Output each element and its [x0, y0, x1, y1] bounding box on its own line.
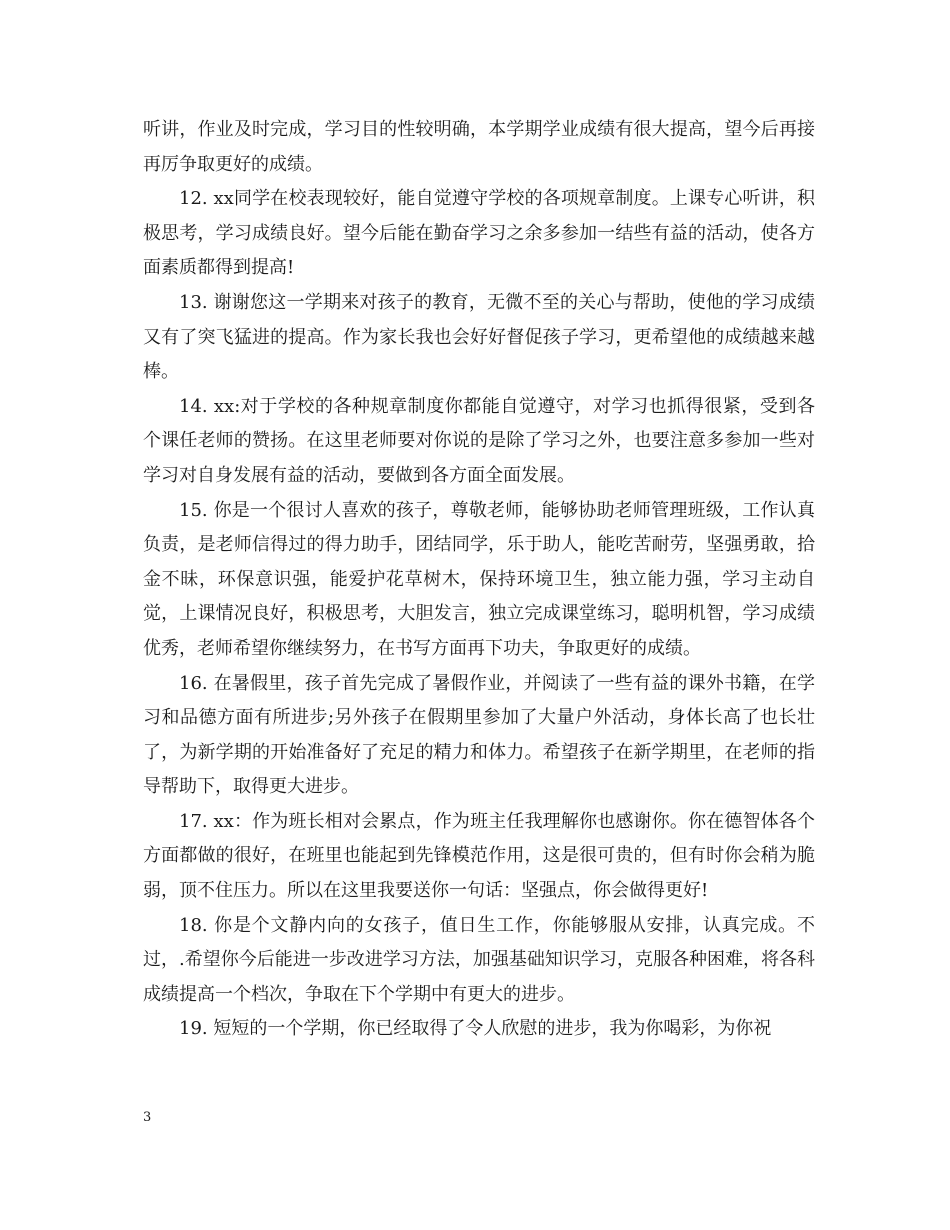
paragraph-19: 19. 短短的一个学期，你已经取得了令人欣慰的进步，我为你喝彩，为你祝	[179, 1018, 772, 1040]
page-number: 3	[143, 1110, 152, 1125]
paragraph-18: 18. 你是个文静内向的女孩子，值日生工作，你能够服从安排，认真完成。不过，.希望你今后能进一步改进学习方法，加强基础知识学习，克服各种困难，将各科成绩提高一个档次，争取在下个学期中有更大的进步。	[143, 914, 815, 1005]
paragraph-15: 15. 你是一个很讨人喜欢的孩子，尊敬老师，能够协助老师管理班级，工作认真负责，是老师信得过的得力助手，团结同学，乐于助人，能吃苦耐劳，坚强勇敢，拾金不昧，环保意识强，能爱护花草树木，保持环境卫生，独立能力强，学习主动自觉，上课情况良好，积极思考，大胆发言，独立完成课堂练习，聪明机智，学习成绩优秀，老师希望你继续努力，在书写方面再下功夫，争取更好的成绩。	[143, 499, 815, 659]
paragraph-continuation: 听讲，作业及时完成，学习目的性较明确，本学期学业成绩有很大提高，望今后再接再厉争取更好的成绩。	[143, 119, 815, 175]
document-body	[143, 113, 815, 1047]
paragraph-12: 12. xx同学在校表现较好，能自觉遵守学校的各项规章制度。上课专心听讲，积极思考，学习成绩良好。望今后能在勤奋学习之余多参加一结些有益的活动，使各方面素质都得到提高!	[143, 188, 815, 279]
paragraph-13: 13. 谢谢您这一学期来对孩子的教育，无微不至的关心与帮助，使他的学习成绩又有了突飞猛进的提高。作为家长我也会好好督促孩子学习，更希望他的成绩越来越棒。	[143, 291, 815, 383]
paragraph-16: 16. 在暑假里，孩子首先完成了暑假作业，并阅读了一些有益的课外书籍，在学习和品德方面有所进步;另外孩子在假期里参加了大量户外活动，身体长高了也长壮了，为新学期的开始准备好了充足的精力和体力。希望孩子在新学期里，在老师的指导帮助下，取得更大进步。	[143, 672, 815, 798]
paragraph-17: 17. xx：作为班长相对会累点，作为班主任我理解你也感谢你。你在德智体各个方面都做的很好，在班里也能起到先锋模范作用，这是很可贵的，但有时你会稍为脆弱，顶不住压力。所以在这里我要送你一句话：坚强点，你会做得更好!	[143, 810, 815, 902]
paragraph-14: 14. xx:对于学校的各种规章制度你都能自觉遵守，对学习也抓得很紧，受到各个课任老师的赞扬。在这里老师要对你说的是除了学习之外，也要注意多参加一些对学习对自身发展有益的活动，要做到各方面全面发展。	[143, 395, 815, 486]
